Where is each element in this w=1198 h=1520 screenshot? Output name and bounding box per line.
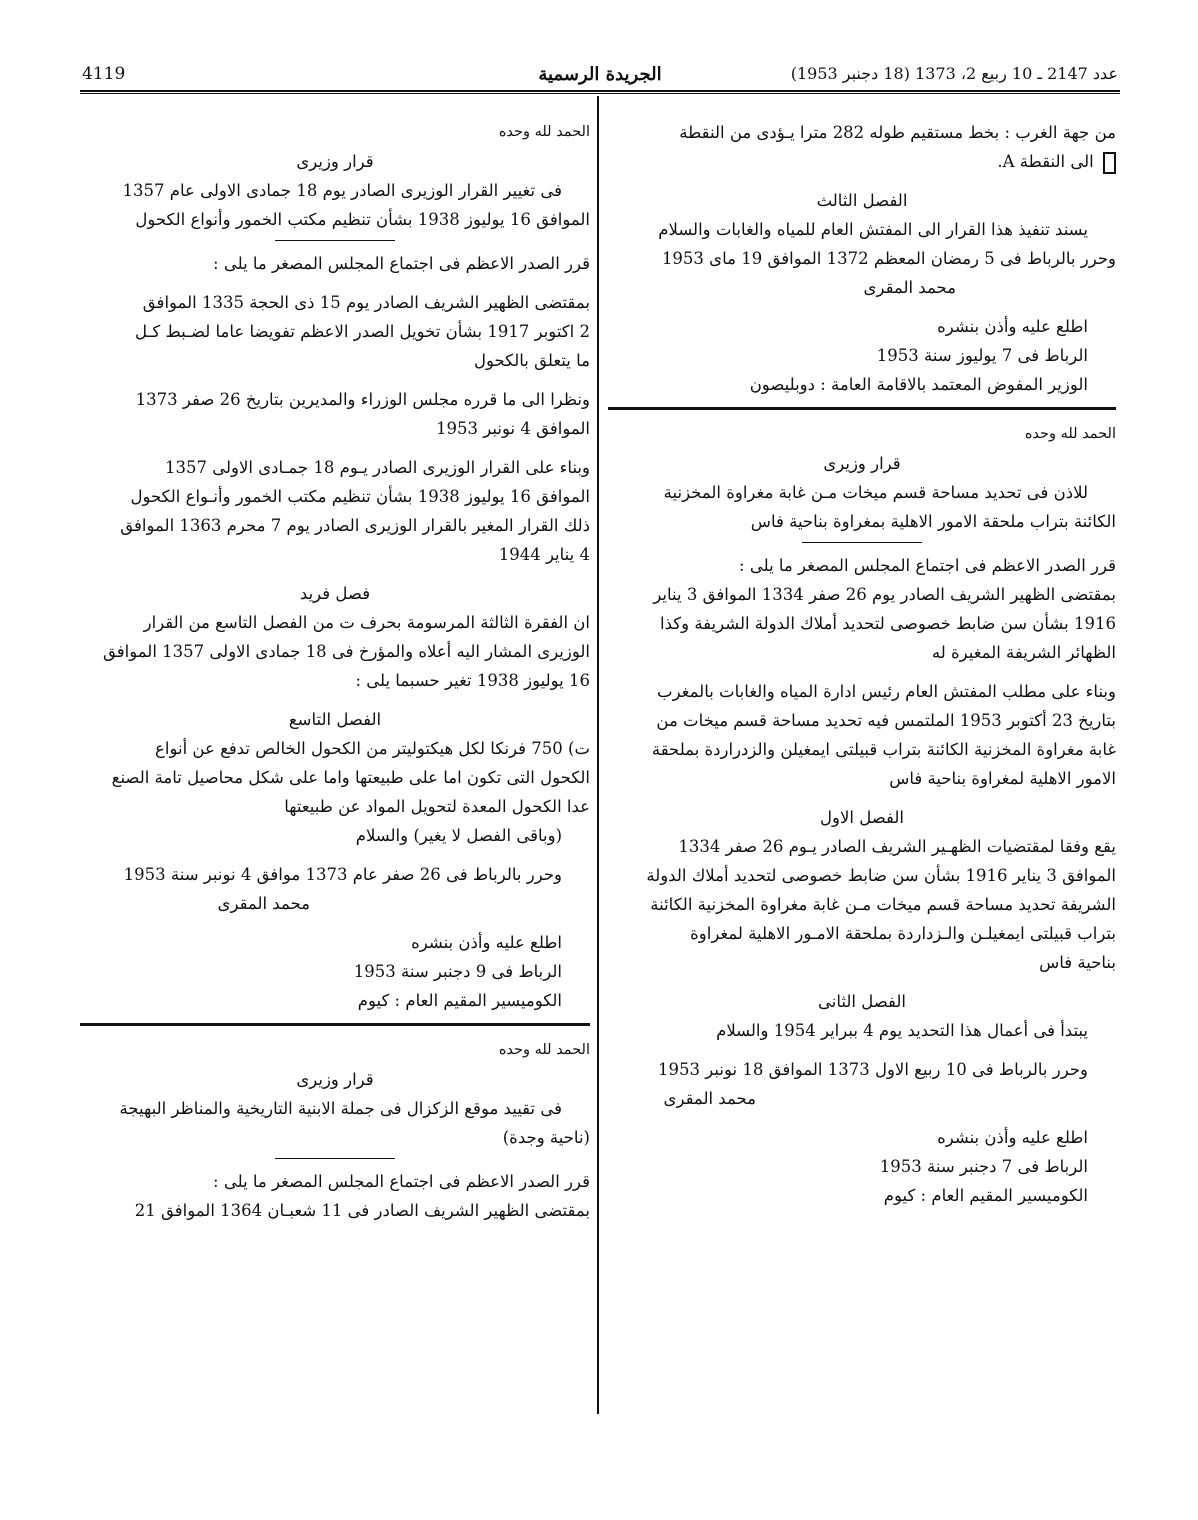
chapter-line: الوزيرى المشار اليه أعلاه والمؤرخ فى 18 جمادى الاولى 1357 الموافق [103,642,590,661]
whereas-line: الامور الاهلية لمغراوة بناحية فاس [889,769,1116,788]
approval-line: الرباط فى 7 دجنبر سنة 1953 [879,1157,1088,1176]
praise-line: الحمد لله وحده [1024,426,1116,442]
decree-title: قرار وزيرى [823,454,901,473]
intro-line: الى النقطة A. [608,147,1116,176]
section-rule [608,407,1116,410]
approval-line: اطلع عليه وأذن بنشره [411,933,562,952]
chapter-heading: الفصل الثالث [816,191,908,210]
chapter-line: بتراب قبيلتى ايمغيلـن والـزداردة بملحقة الامـور الاهلية لمغراوة [690,924,1116,943]
chapter-line: يبتدأ فى أعمال هذا التحديد يوم 4 ببراير 1954 والسلام [716,1021,1088,1040]
point-marker [1103,152,1116,174]
short-rule [802,542,922,543]
approval-line: الكوميسير المقيم العام : كيوم [357,991,562,1010]
considering-line: الموافق 4 نونبر 1953 [436,419,590,438]
chapter-line: يقع وفقا لمقتضيات الظهـير الشريف الصادر يـوم 26 صفر 1334 [678,837,1116,856]
praise-line: الحمد لله وحده [498,1042,590,1058]
chapter-line: 16 يوليوز 1938 تغير حسبما يلى : [355,671,590,690]
preamble-line: الظهائر الشريفة المغيرة له [931,643,1116,662]
decree-subject: الكائنة بتراب ملحقة الامور الاهلية بمغراوة بناحية فاس [750,512,1116,531]
decree-subject: فى تغيير القرار الوزيرى الصادر يوم 18 جمادى الاولى عام 1357 [122,181,562,200]
chapter-heading: الفصل الثانى [818,992,906,1011]
approval-line: الرباط فى 7 يوليوز سنة 1953 [876,346,1088,365]
header-rule [80,90,1120,92]
preamble-line: بمقتضى الظهير الشريف الصادر يوم 15 ذى الحجة 1335 الموافق [142,293,590,312]
approval-line: اطلع عليه وأذن بنشره [937,1128,1088,1147]
whereas-line: ذلك القرار المغير بالقرار الوزيرى الصادر يوم 7 محرم 1363 الموافق [120,516,590,535]
preamble-line: 2 اكتوبر 1917 بشأن تخويل الصدر الاعظم تفويضا عاما لضـبط كـل [135,322,590,341]
short-rule [275,1158,395,1159]
approval-line: الكوميسير المقيم العام : كيوم [883,1186,1088,1205]
whereas-line: الموافق 16 يوليوز 1938 بشأن تنظيم مكتب الخمور وأنـواع الكحول [130,487,590,506]
approval-line: اطلع عليه وأذن بنشره [937,317,1088,336]
chapter-heading: الفصل التاسع [288,710,382,729]
whereas-line: وبناء على القرار الوزيرى الصادر يـوم 18 جمـادى الاولى 1357 [165,458,590,477]
signatory: محمد المقرى [663,1089,756,1108]
approval-line: الوزير المفوض المعتمد بالاقامة العامة : دوبليصون [749,375,1088,394]
preamble-line: ما يتعلق بالكحول [473,351,590,370]
chapter-line: وحرر بالرباط فى 5 رمضان المعظم 1372 الموافق 19 ماى 1953 [661,249,1116,268]
chapter-line: بناحية فاس [1039,953,1116,972]
short-rule [275,240,395,241]
page-number: 4119 [82,64,126,84]
chapter-line: ت) 750 فرنكا لكل هيكتوليتر من الكحول الخالص تدفع عن أنواع [155,739,590,758]
whereas-line: وبناء على مطلب المفتش العام رئيس ادارة المياه والغابات بالمغرب [657,682,1116,701]
chapter-line: يسند تنفيذ هذا القرار الى المفتش العام للمياه والغابات والسلام [658,220,1088,239]
considering-line: ونظرا الى ما قرره مجلس الوزراء والمديرين بتاريخ 26 صفر 1373 [135,390,590,409]
preamble-line: 1916 بشأن سن ضابط خصوصى لتحديد أملاك الدولة الشريفة وكذا [660,614,1116,633]
chapter-line: وحرر بالرباط فى 10 ربيع الاول 1373 الموافق 18 نونبر 1953 [658,1060,1088,1079]
intro-line: من جهة الغرب : بخط مستقيم طوله 282 مترا يـؤدى من النقطة [679,123,1116,142]
chapter-line: ان الفقرة الثالثة المرسومة بحرف ت من الفصل التاسع من القرار [143,613,590,632]
chapter-line: الشريفة تحديد مساحة قسم ميخات مـن غابة مغراوة المخزنية الكائنة [650,895,1116,914]
decree-subject: الموافق 16 يوليوز 1938 بشأن تنظيم مكتب الخمور وأنواع الكحول [135,210,590,229]
preamble-line: بمقتضى الظهير الشريف الصادر فى 11 شعبـان 1364 الموافق 21 [134,1201,590,1220]
left-column [80,118,590,1225]
chapter-line: الكحول التى تكون اما على طبيعتها واما على شكل محاصيل تامة الصنع [111,768,590,787]
signatory: محمد المقرى [863,278,956,297]
chapter-heading: الفصل الاول [820,808,904,827]
issue-info: عدد 2147 ـ 10 ربيع 2، 1373 (18 دجنبر 1953) [790,64,1118,83]
signatory: محمد المقرى [217,894,310,913]
gazette-title: الجريدة الرسمية [538,64,662,85]
column-divider [597,96,599,1414]
chapter-line: وحرر بالرباط فى 26 صفر عام 1373 موافق 4 نونبر سنة 1953 [123,865,562,884]
whereas-line: غابة مغراوة المخزنية الكائنة بتراب قبيلتى ايمغيلن والزدراردة بملحقة [651,740,1116,759]
whereas-line: 4 يناير 1944 [498,545,590,564]
decree-title: قرار وزيرى [296,1070,374,1089]
decree-subject: للاذن فى تحديد مساحة قسم ميخات مـن غابة مغراوة المخزنية [663,483,1088,502]
decree-subject: (ناحية وجدة) [502,1128,590,1147]
right-column [608,118,1116,1210]
decree-title: قرار وزيرى [296,152,374,171]
decree-subject: فى تقييد موقع الزكزال فى جملة الابنية التاريخية والمناظر البهيجة [119,1099,562,1118]
preamble-line: قرر الصدر الاعظم فى اجتماع المجلس المصغر ما يلى : [739,556,1116,575]
header-rule-thin [80,93,1120,94]
chapter-heading: فصل فريد [299,584,371,603]
chapter-line: (وباقى الفصل لا يغير) والسلام [355,826,562,845]
preamble-line: قرر الصدر الاعظم فى اجتماع المجلس المصغر ما يلى : [213,254,590,273]
section-rule [80,1023,590,1026]
chapter-line: عدا الكحول المعدة لتحويل المواد عن طبيعتها [284,797,590,816]
praise-line: الحمد لله وحده [498,124,590,140]
preamble-line: بمقتضى الظهير الشريف الصادر يوم 26 صفر 1334 الموافق 3 يناير [653,585,1116,604]
chapter-line: الموافق 3 يناير 1916 بشأن سن ضابط خصوصى لتحديد أملاك الدولة [646,866,1116,885]
whereas-line: بتاريخ 23 أكتوبر 1953 الملتمس فيه تحديد مساحة قسم ميخات من [656,711,1116,730]
approval-line: الرباط فى 9 دجنبر سنة 1953 [353,962,562,981]
preamble-line: قرر الصدر الاعظم فى اجتماع المجلس المصغر ما يلى : [213,1172,590,1191]
